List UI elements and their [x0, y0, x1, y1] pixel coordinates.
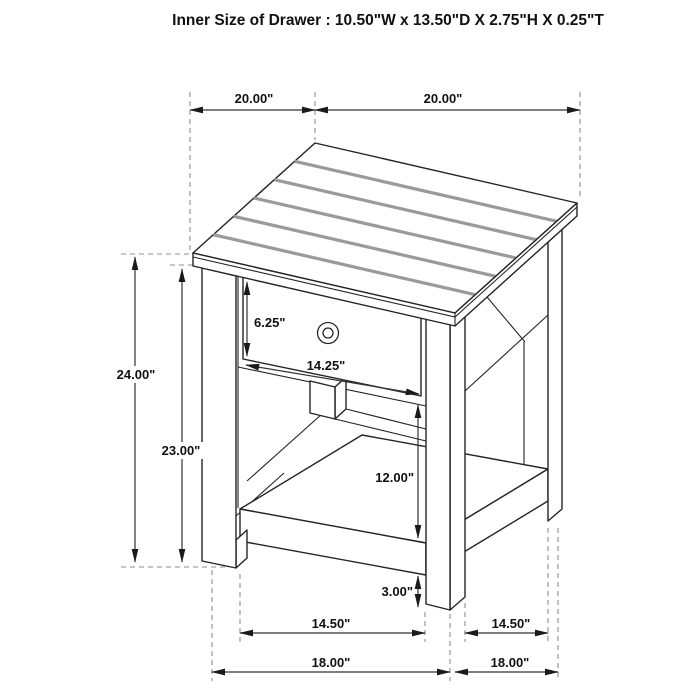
dim-top-depth — [315, 91, 580, 110]
drawer-runner-edge — [346, 409, 426, 429]
dim-open-section-height-label: 12.00" — [375, 470, 414, 485]
back-apron-edge — [487, 297, 525, 342]
dim-side-leg-span-inner — [465, 616, 548, 633]
dim-underside-height — [156, 269, 206, 562]
dim-front-width-outer-label: 18.00" — [311, 655, 351, 670]
left-leg — [202, 268, 236, 568]
dim-overall-height-label: 24.00" — [116, 367, 156, 382]
front-leg — [426, 318, 450, 610]
side-apron-bottom-edge — [465, 315, 548, 391]
front-leg-side-face — [450, 310, 465, 610]
end-table — [193, 143, 577, 610]
dim-shelf-to-floor — [382, 576, 418, 607]
dim-top-depth-label: 20.00" — [423, 91, 463, 106]
dim-side-depth-outer-label: 18.00" — [490, 655, 530, 670]
dim-overall-height — [111, 257, 161, 562]
dim-side-depth-outer — [455, 655, 558, 672]
dim-top-width-label: 20.00" — [234, 91, 274, 106]
dim-front-leg-span-inner-label: 14.50" — [311, 616, 351, 631]
dim-front-leg-span-inner — [240, 616, 425, 633]
dim-side-leg-span-inner-label: 14.50" — [491, 616, 531, 631]
center-divider — [310, 381, 335, 419]
dim-underside-height-label: 23.00" — [161, 443, 201, 458]
dim-front-width-outer — [212, 655, 450, 672]
dim-drawer-face-width-label: 14.25" — [306, 358, 346, 373]
drawing-title: Inner Size of Drawer : 10.50"W x 13.50"D X 2.75"H X 0.25"T — [172, 12, 604, 29]
dim-drawer-face-height-label: 6.25" — [254, 315, 286, 330]
center-divider-side — [335, 377, 346, 419]
dim-shelf-to-floor-label: 3.00" — [381, 584, 413, 599]
right-leg — [548, 229, 562, 521]
left-leg-inner-face — [236, 530, 247, 568]
dim-top-width — [190, 91, 315, 110]
